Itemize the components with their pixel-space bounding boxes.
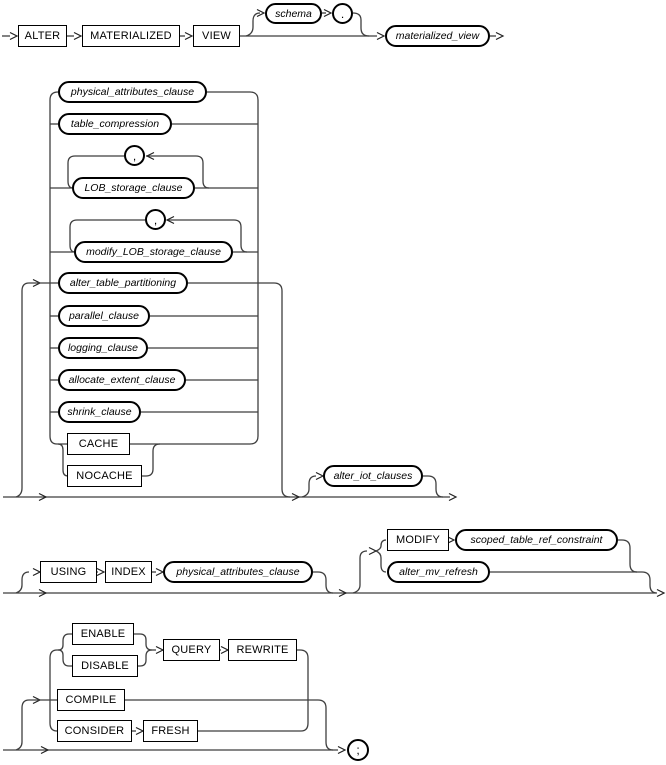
param-schema: schema <box>265 3 322 24</box>
keyword-query: QUERY <box>163 639 220 661</box>
param-materialized-view: materialized_view <box>385 25 490 47</box>
keyword-index: INDEX <box>105 561 152 583</box>
keyword-modify: MODIFY <box>387 529 449 551</box>
punct-semicolon: ; <box>347 739 369 761</box>
param-alter-table-partitioning: alter_table_partitioning <box>58 272 188 294</box>
keyword-cache: CACHE <box>67 433 130 455</box>
keyword-materialized: MATERIALIZED <box>82 25 180 47</box>
param-lob-storage-clause: LOB_storage_clause <box>72 177 195 199</box>
punct-dot: . <box>332 3 353 24</box>
keyword-nocache: NOCACHE <box>67 465 142 487</box>
param-logging-clause: logging_clause <box>58 337 148 359</box>
keyword-view: VIEW <box>193 25 240 47</box>
keyword-rewrite: REWRITE <box>228 639 297 661</box>
param-physical-attributes-clause-2: physical_attributes_clause <box>163 561 313 583</box>
keyword-fresh: FRESH <box>143 720 198 742</box>
param-allocate-extent-clause: allocate_extent_clause <box>58 369 186 391</box>
param-alter-iot-clauses: alter_iot_clauses <box>323 465 423 487</box>
param-alter-mv-refresh: alter_mv_refresh <box>387 561 490 583</box>
keyword-enable: ENABLE <box>72 623 134 645</box>
punct-comma-loop-2: , <box>145 209 166 230</box>
param-shrink-clause: shrink_clause <box>58 401 141 423</box>
param-physical-attributes-clause: physical_attributes_clause <box>58 81 207 103</box>
param-parallel-clause: parallel_clause <box>58 305 150 327</box>
keyword-compile: COMPILE <box>57 689 125 711</box>
param-modify-lob-storage-clause: modify_LOB_storage_clause <box>74 241 233 263</box>
keyword-using: USING <box>40 561 97 583</box>
keyword-alter: ALTER <box>18 25 67 47</box>
keyword-consider: CONSIDER <box>57 720 132 742</box>
param-scoped-table-ref-constraint: scoped_table_ref_constraint <box>455 529 618 551</box>
keyword-disable: DISABLE <box>72 655 138 677</box>
param-table-compression: table_compression <box>58 113 172 135</box>
punct-comma-loop-1: , <box>124 145 145 166</box>
